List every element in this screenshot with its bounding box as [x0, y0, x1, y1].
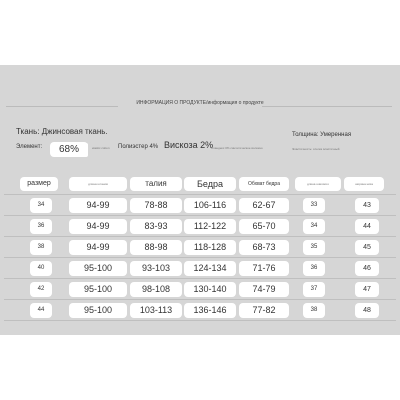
cell-length: 94-99 [69, 198, 127, 213]
cell-length: 94-99 [69, 219, 127, 234]
cell-length: 94-99 [69, 240, 127, 255]
header-waist: талия [130, 177, 182, 191]
composition-row [16, 140, 263, 156]
table-row [4, 195, 396, 216]
cell-hem: 48 [355, 303, 379, 318]
polyester-percent: Полиэстер 4% [118, 144, 159, 150]
composition-note-2: Спандекс 0% синтетическое волокно [211, 146, 263, 150]
cell-thigh: 77-82 [239, 303, 289, 318]
cell-hips: 112-122 [184, 219, 236, 234]
cell-inseam: 38 [303, 303, 325, 318]
composition-note-1: elastic cotton [92, 146, 110, 150]
cell-hips: 130-140 [184, 282, 236, 297]
section-title-row [0, 98, 400, 108]
divider-left [6, 106, 118, 107]
cell-length: 95-100 [69, 282, 127, 297]
cell-inseam: 36 [303, 261, 325, 276]
size-table [4, 175, 396, 321]
cell-waist: 88-98 [130, 240, 182, 255]
table-row [4, 300, 396, 321]
table-row [4, 279, 396, 300]
cell-thigh: 74-79 [239, 282, 289, 297]
cell-thigh: 68-73 [239, 240, 289, 255]
cell-inseam: 37 [303, 282, 325, 297]
cotton-percent: 68% [50, 142, 88, 157]
header-size: размер [20, 177, 58, 191]
fabric-label: Ткань: Джинсовая ткань. [16, 127, 108, 136]
cell-size: 40 [30, 261, 52, 276]
marker-box [82, 143, 88, 157]
header-inseam: длина шагового [295, 177, 341, 191]
cell-hips: 136-146 [184, 303, 236, 318]
element-label: Элемент: [16, 144, 43, 150]
table-header-row [4, 175, 396, 195]
table-row [4, 237, 396, 258]
cell-size: 34 [30, 198, 52, 213]
product-info-card [0, 65, 400, 335]
cell-hips: 124-134 [184, 261, 236, 276]
cell-hem: 47 [355, 282, 379, 297]
cell-hem: 43 [355, 198, 379, 213]
header-thigh: Обхват бедра [239, 177, 289, 191]
cell-thigh: 71-76 [239, 261, 289, 276]
cell-size: 36 [30, 219, 52, 234]
header-hem: ширина низа [344, 177, 384, 191]
cell-hem: 44 [355, 219, 379, 234]
cell-waist: 103-113 [130, 303, 182, 318]
table-row [4, 258, 396, 279]
section-title: ИНФОРМАЦИЯ О ПРОДУКТЕ/информация о продукте [136, 100, 264, 106]
table-row [4, 216, 396, 237]
cell-inseam: 35 [303, 240, 325, 255]
divider-right [262, 106, 392, 107]
cell-hips: 118-128 [184, 240, 236, 255]
cell-inseam: 34 [303, 219, 325, 234]
viscose-percent: Вискоза 2% [164, 140, 214, 150]
cell-thigh: 65-70 [239, 219, 289, 234]
header-length: длина штанов [69, 177, 127, 191]
cell-length: 95-100 [69, 261, 127, 276]
thickness-label: Толщина: Умеренная [292, 132, 352, 138]
cell-hem: 45 [355, 240, 379, 255]
cell-waist: 78-88 [130, 198, 182, 213]
cell-hem: 46 [355, 261, 379, 276]
cell-waist: 83-93 [130, 219, 182, 234]
cell-waist: 93-103 [130, 261, 182, 276]
elasticity-note: Эластичность: слегка эластичный [292, 147, 340, 151]
cell-waist: 98-108 [130, 282, 182, 297]
cell-length: 95-100 [69, 303, 127, 318]
cell-size: 38 [30, 240, 52, 255]
cell-size: 44 [30, 303, 52, 318]
cell-thigh: 62-67 [239, 198, 289, 213]
cell-size: 42 [30, 282, 52, 297]
header-hips: Бедра [184, 177, 236, 191]
cell-inseam: 33 [303, 198, 325, 213]
cell-hips: 106-116 [184, 198, 236, 213]
